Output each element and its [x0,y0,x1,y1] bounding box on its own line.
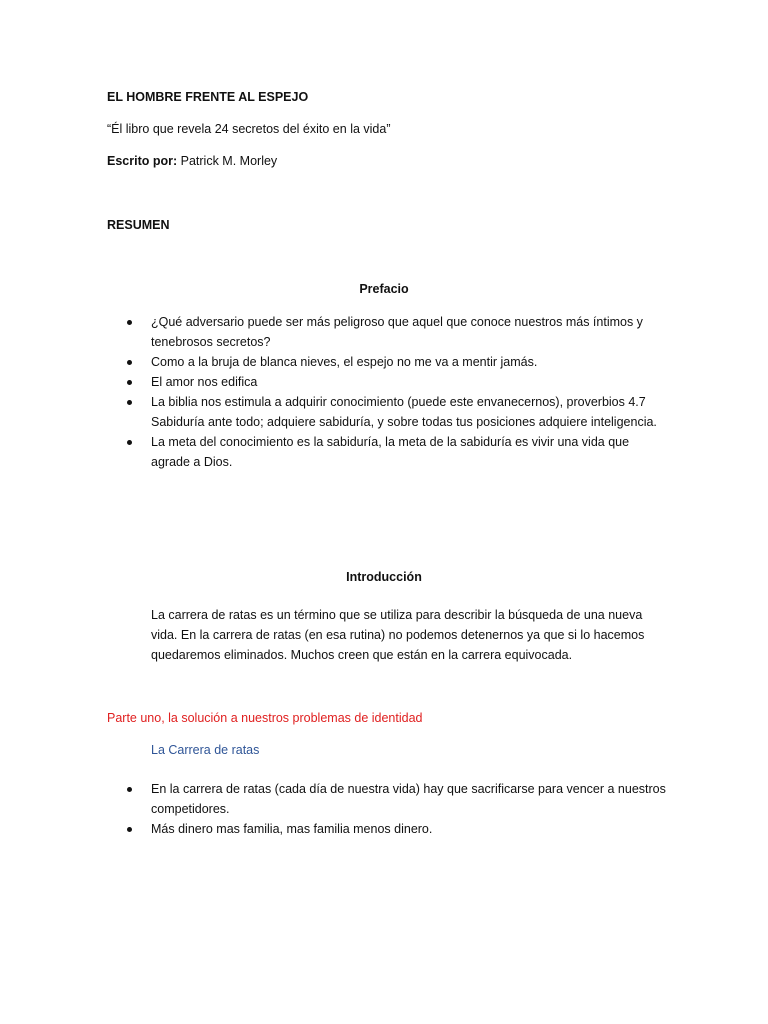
introduccion-paragraph: La carrera de ratas es un término que se utiliza para describir la búsqueda de una nueva vida. En la carrera de ratas (en esa rutina) no podemos detenernos ya que si lo hacemos quedaremos eliminados. Muchos creen que están en la carrera equivocada. [151,608,645,662]
list-item-text: La biblia nos estimula a adquirir conocimiento (puede este envanecernos), proverbios 4.7 Sabiduría ante todo; adquiere sabiduría, y sobre todas tus posiciones adquiere inteligencia. [151,395,657,429]
list-item [0,392,671,432]
list-item [0,819,671,839]
bullet-icon [127,827,132,832]
list-item [0,372,671,392]
list-item-text: Como a la bruja de blanca nieves, el espejo no me va a mentir jamás. [151,355,538,369]
bullet-icon [127,360,132,365]
author-name: Patrick M. Morley [177,154,278,168]
document-title: EL HOMBRE FRENTE AL ESPEJO [107,90,309,104]
list-item-text: La meta del conocimiento es la sabiduría, la meta de la sabiduría es vivir una vida que agrade a Dios. [151,435,630,469]
list-item-text: Más dinero mas familia, mas familia menos dinero. [151,822,433,836]
author-label: Escrito por: [107,154,178,168]
list-item [0,312,671,352]
prefacio-list [0,312,768,472]
list-item-text: ¿Qué adversario puede ser más peligroso que aquel que conoce nuestros más íntimos y tenebrosos secretos? [151,315,643,349]
summary-heading: RESUMEN [107,218,170,232]
bullet-icon [127,787,132,792]
bullet-icon [127,440,132,445]
list-item [0,432,671,472]
author-line [107,151,277,171]
part-one-list [0,779,768,839]
list-item [0,352,671,372]
list-item-text: En la carrera de ratas (cada día de nuestra vida) hay que sacrificarse para vencer a nuestros competidores. [151,782,666,816]
prefacio-heading: Prefacio [359,282,409,296]
bullet-icon [127,400,132,405]
part-one-heading: Parte uno, la solución a nuestros problemas de identidad [107,711,423,725]
bullet-icon [127,320,132,325]
bullet-icon [127,380,132,385]
part-one-subheading: La Carrera de ratas [151,743,260,757]
list-item-text: El amor nos edifica [151,375,258,389]
list-item [0,779,671,819]
introduccion-heading: Introducción [346,570,422,584]
document-subtitle: “Él libro que revela 24 secretos del éxito en la vida” [107,122,391,136]
